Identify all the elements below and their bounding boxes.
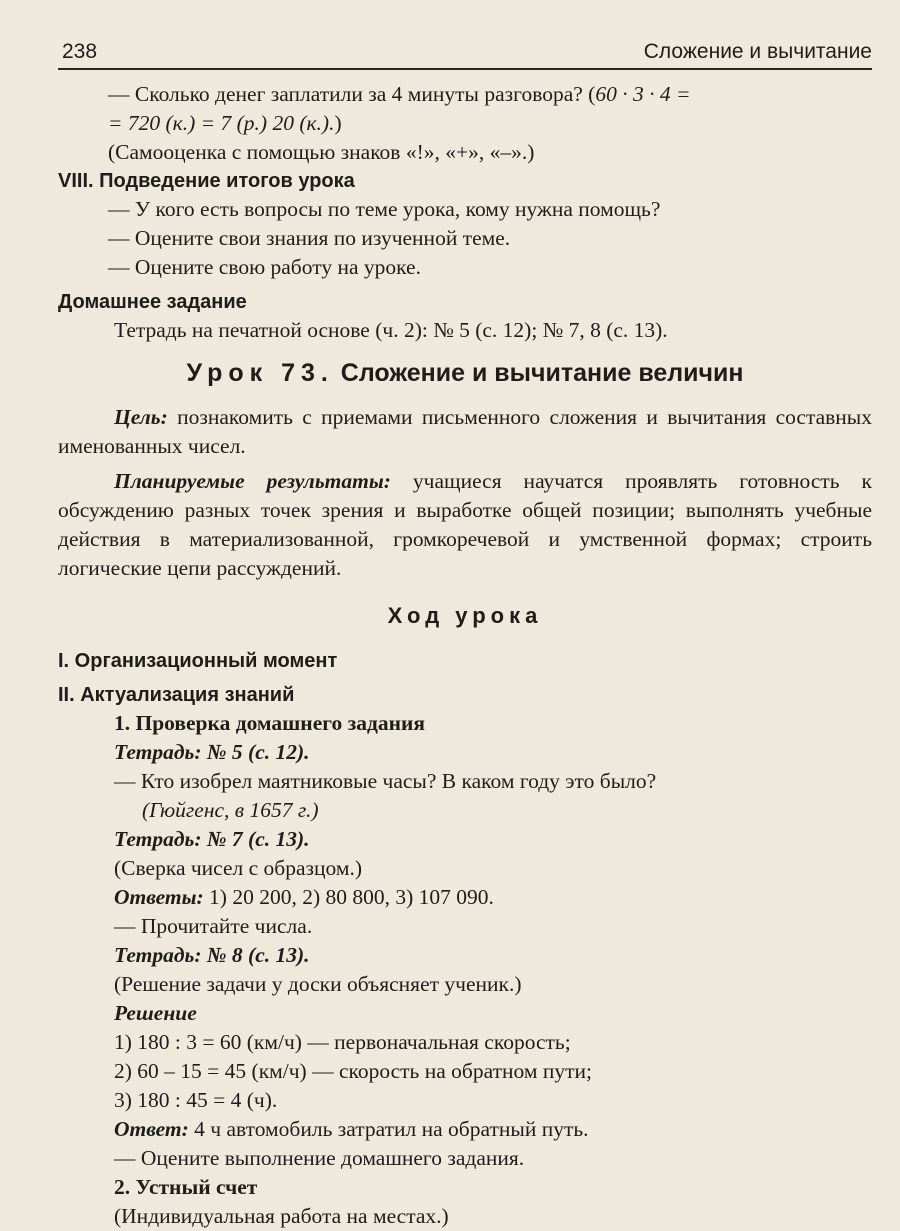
subsection-heading: 2. Устный счет: [114, 1175, 258, 1199]
question-line: — Кто изобрел маятниковые часы? В каком году это было?: [114, 769, 657, 793]
question-answer-line: = 720 (к.) = 7 (р.) 20 (к.).): [108, 111, 342, 135]
note-line: (Сверка чисел с образцом.): [114, 856, 363, 880]
homework-text: Тетрадь на печатной основе (ч. 2): № 5 (с. 12); № 7, 8 (с. 13).: [114, 318, 668, 342]
list-item: — Оцените свои знания по изученной теме.: [108, 226, 511, 250]
section-heading-ii: II. Актуализация знаний: [58, 684, 295, 706]
workbook-ref: Тетрадь: № 5 (с. 12).: [114, 740, 310, 764]
page-header: [58, 38, 872, 70]
question-line: — Оцените выполнение домашнего задания.: [114, 1146, 525, 1170]
solution-step: 1) 180 : 3 = 60 (км/ч) — первоначальная скорость;: [114, 1030, 571, 1054]
workbook-ref: Тетрадь: № 8 (с. 13).: [114, 943, 310, 967]
goal-paragraph: Цель: познакомить с приемами письменного сложения и вычитания составных именованных чисел.: [58, 405, 872, 458]
list-item: — У кого есть вопросы по теме урока, кому нужна помощь?: [108, 197, 661, 221]
solution-label: Решение: [114, 1001, 197, 1025]
answers-line: Ответы: 1) 20 200, 2) 80 800, 3) 107 090.: [114, 885, 494, 909]
running-title: Сложение и вычитание: [643, 40, 872, 63]
question-line: — Сколько денег заплатили за 4 минуты разговора? (60 · 3 · 4 =: [108, 82, 691, 106]
solution-step: 2) 60 – 15 = 45 (км/ч) — скорость на обратном пути;: [114, 1059, 592, 1083]
section-heading-i: I. Организационный момент: [58, 650, 338, 672]
course-heading: Ход урока: [387, 603, 543, 628]
subsection-heading: 1. Проверка домашнего задания: [114, 711, 426, 735]
answer-line: Ответ: 4 ч автомобиль затратил на обратный путь.: [114, 1117, 589, 1141]
list-item: — Оцените свою работу на уроке.: [108, 255, 421, 279]
lesson-title: Урок 73. Сложение и вычитание величин: [186, 359, 744, 387]
section-heading-viii: VIII. Подведение итогов урока: [58, 170, 355, 192]
page-number: 238: [62, 40, 98, 63]
self-assessment-note: (Самооценка с помощью знаков «!», «+», «–».): [108, 140, 535, 164]
question-answer: (Гюйгенс, в 1657 г.): [142, 798, 319, 822]
workbook-ref: Тетрадь: № 7 (с. 13).: [114, 827, 310, 851]
page-body: [58, 80, 872, 1231]
note-line: (Индивидуальная работа на местах.): [114, 1204, 449, 1228]
question-line: — Прочитайте числа.: [114, 914, 313, 938]
solution-step: 3) 180 : 45 = 4 (ч).: [114, 1088, 278, 1112]
results-paragraph: Планируемые результаты: учащиеся научатся проявлять готовность к обсуждению разных точек зрения и выработке общей позиции; выполнять учебные действия в материализованной, громкоречевой и умственной формах; строить логические цепи рассуждений.: [58, 469, 872, 580]
note-line: (Решение задачи у доски объясняет ученик.): [114, 972, 522, 996]
homework-heading: Домашнее задание: [58, 291, 247, 313]
